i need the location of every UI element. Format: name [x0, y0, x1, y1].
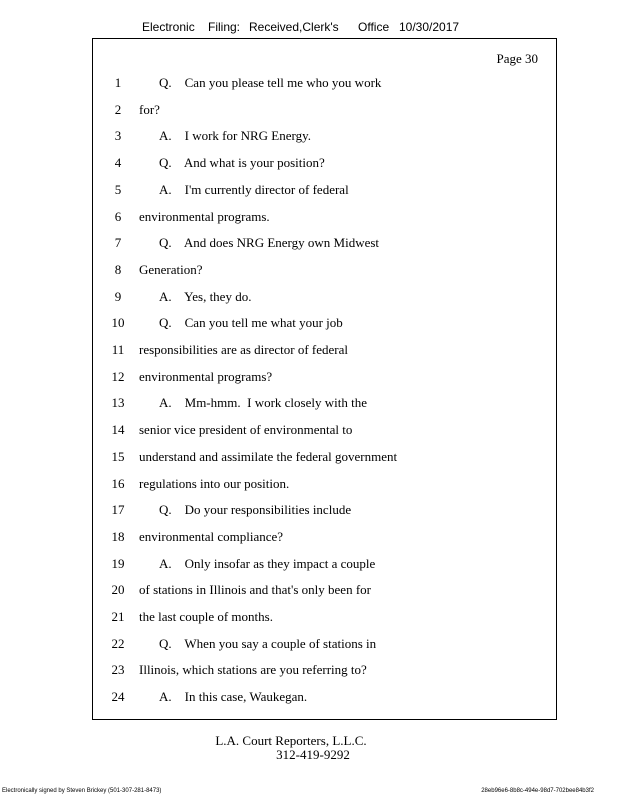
filing-date: 10/30/2017 — [399, 20, 460, 34]
line-text: Q. Can you please tell me who you work — [159, 75, 382, 90]
line-text: environmental compliance? — [139, 528, 284, 544]
line-number: 12 — [111, 368, 125, 384]
page-number: Page 30 — [496, 51, 538, 66]
line-number: 8 — [114, 261, 122, 277]
footer-phone: 312-419-9292 — [276, 747, 350, 762]
line-number: 16 — [111, 475, 125, 491]
line-text: Illinois, which stations are you referring to? — [139, 662, 367, 678]
line-number: 18 — [111, 528, 125, 544]
line-number: 23 — [111, 662, 125, 678]
line-text: Q. When you say a couple of stations in — [159, 635, 377, 651]
signature-right: 28eb96e6-8b8c-494e-98d7-702bee84b3f2 — [481, 788, 594, 794]
line-number: 15 — [111, 448, 125, 464]
line-text: Q. Can you tell me what your job — [159, 315, 343, 331]
line-text: A. I work for NRG Energy. — [159, 128, 312, 144]
line-text: A. Only insofar as they impact a couple — [159, 555, 376, 571]
line-number: 20 — [111, 582, 125, 598]
line-text: regulations into our position. — [139, 475, 290, 491]
line-number: 5 — [114, 181, 122, 197]
line-number: 19 — [111, 555, 125, 571]
line-number: 10 — [111, 315, 125, 331]
line-text: A. Mm-hmm. I work closely with the — [159, 395, 367, 411]
line-text: senior vice president of environmental to — [139, 422, 353, 438]
transcript-page — [92, 38, 557, 720]
line-number: 17 — [111, 502, 125, 518]
line-text: responsibilities are as director of federal — [139, 342, 348, 357]
line-text: understand and assimilate the federal government — [139, 448, 398, 464]
line-number: 1 — [114, 75, 122, 90]
filing-office: Office — [358, 20, 390, 34]
line-number: 13 — [111, 395, 125, 411]
filing-received: Received,Clerk's — [249, 20, 339, 34]
footer-company: L.A. Court Reporters, L.L.C. — [215, 733, 367, 748]
line-text: Q. And does NRG Energy own Midwest — [159, 235, 380, 251]
line-text: Q. Do your responsibilities include — [159, 502, 352, 518]
line-number: 6 — [114, 208, 122, 224]
line-number: 9 — [114, 288, 122, 304]
line-number: 24 — [111, 689, 125, 705]
line-number: 21 — [111, 609, 125, 624]
line-number: 14 — [111, 422, 125, 438]
line-text: Q. And what is your position? — [159, 155, 325, 171]
line-number: 2 — [114, 101, 122, 117]
signature-left: Electronically signed by Steven Brickey (501-307-281-8473) — [2, 788, 162, 794]
line-text: environmental programs? — [139, 368, 273, 384]
line-text: for? — [139, 101, 160, 117]
line-text: of stations in Illinois and that's only been for — [139, 582, 371, 598]
line-text: A. I'm currently director of federal — [159, 181, 349, 197]
line-number: 3 — [114, 128, 122, 144]
line-number: 22 — [111, 635, 125, 651]
line-text: A. Yes, they do. — [159, 288, 252, 304]
filing-electronic: Electronic — [142, 20, 195, 34]
line-text: Generation? — [139, 261, 203, 277]
line-text: A. In this case, Waukegan. — [159, 689, 308, 705]
line-text: environmental programs. — [139, 208, 270, 224]
line-number: 7 — [114, 235, 122, 251]
line-text: the last couple of months. — [139, 609, 273, 624]
line-number: 11 — [111, 342, 125, 357]
line-number: 4 — [114, 155, 122, 171]
filing-filing: Filing: — [208, 20, 241, 34]
